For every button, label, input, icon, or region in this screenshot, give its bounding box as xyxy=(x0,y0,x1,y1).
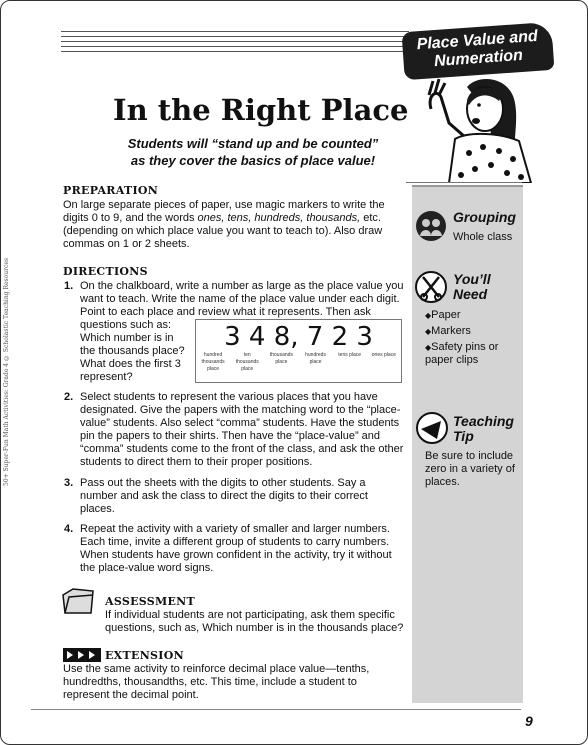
step-2-text: Select students to represent the various places that you have designated. Give the papers with the matching word to the “place-value” students. Also select “comma” students. Have the students pin the papers to their shirts. Then have the “place-value” and “comma” students come to the front of the class, and ask the other students to direct them to their proper positions. xyxy=(80,391,404,468)
step-1-text-a: On the chalkboard, write a number as large as the place value you want to teach. Write the name of the place value under each digit. Point to each place and review what it represents. Then ask xyxy=(80,280,404,318)
place-label: hundreds place xyxy=(305,352,326,365)
supply-item: ◆ Safety pins or paper clips xyxy=(425,341,519,367)
teaching-tip-heading-1: Teaching xyxy=(453,413,514,429)
extension-text: Use the same activity to reinforce decimal place value—tenths, hundredths, thousandths, etc. This time, include a student to represent the decimal point. xyxy=(63,663,370,701)
tab-line-1: Place Value and xyxy=(416,27,539,54)
header-rules xyxy=(61,31,409,61)
subtitle xyxy=(101,135,405,169)
step-2-number: 2. xyxy=(64,391,74,403)
page-title: In the Right Place xyxy=(113,93,409,127)
supply-item: ◆ Markers xyxy=(425,325,519,338)
sidebar-rule xyxy=(406,182,522,183)
teaching-tip-text: Be sure to include zero in a variety of places. xyxy=(425,450,515,488)
step-3-text: Pass out the sheets with the digits to other students. Say a number and ask the class to direct the digits to their correct places. xyxy=(80,477,368,515)
preparation-text-b: etc. (depending on which place value you want to teach to). Also draw commas on 1 or 2 sheets. xyxy=(63,212,383,250)
subtitle-line-1: Students will “stand up and be counted” xyxy=(127,136,379,151)
you-need-heading-1: You’ll xyxy=(453,271,491,287)
scissors-icon xyxy=(415,269,447,305)
you-need-heading xyxy=(453,272,491,302)
place-label: ten thousands place xyxy=(235,352,259,372)
group-icon xyxy=(415,210,447,242)
step-4-text: Repeat the activity with a variety of smaller and larger numbers. Each time, invite a different group of students to carry numbers. When students have grown confident in the activity, try it without the place-value word signs. xyxy=(80,523,392,574)
place-label: tens place xyxy=(338,352,362,358)
subtitle-line-2: as they cover the basics of place value! xyxy=(130,153,376,168)
footer-rule xyxy=(31,709,521,710)
directions-heading: DIRECTIONS xyxy=(63,265,148,278)
preparation-text-em: ones, tens, hundreds, thousands, xyxy=(197,212,361,224)
assessment-text: If individual students are not participating, ask them specific questions, such as, Which number is in the thousands place? xyxy=(105,609,404,634)
extension-heading: EXTENSION xyxy=(105,649,184,662)
example-place-labels xyxy=(196,352,401,373)
supplies-list xyxy=(425,309,519,367)
you-need-heading-2: Need xyxy=(453,286,488,302)
teaching-tip-icon xyxy=(415,411,449,445)
assessment-heading: ASSESSMENT xyxy=(105,595,196,608)
copyright-side-note: 50+ Super-Fun Math Activities: Grade 4 © Scholastic Teaching Resources xyxy=(3,258,10,486)
step-1-number: 1. xyxy=(64,280,74,292)
step-3-number: 3. xyxy=(64,477,74,489)
girl-illustration xyxy=(419,75,534,183)
preparation-heading: PREPARATION xyxy=(63,184,159,197)
example-digits: 3 4 8, 7 2 3 xyxy=(224,322,373,352)
place-label: hundred thousands place xyxy=(201,352,225,372)
arrows-icon xyxy=(63,648,101,662)
teaching-tip-heading xyxy=(453,414,514,444)
supply-item: ◆ Paper xyxy=(425,309,519,322)
tab-line-2: Numeration xyxy=(433,46,524,71)
folder-icon xyxy=(61,587,95,615)
grouping-heading: Grouping xyxy=(453,209,516,225)
section-tab xyxy=(402,22,555,80)
preparation-text xyxy=(63,199,403,251)
grouping-text: Whole class xyxy=(453,231,513,243)
place-value-example-box xyxy=(195,319,402,383)
teaching-tip-heading-2: Tip xyxy=(453,428,474,444)
page-number: 9 xyxy=(525,713,533,729)
step-1-text-b: questions such as: Which number is in the thousands place? What does the first 3 represent? xyxy=(80,319,185,383)
place-label: thousands place xyxy=(269,352,293,365)
step-4-number: 4. xyxy=(64,523,74,535)
preparation-text-a: On large separate pieces of paper, use magic markers to write the digits 0 to 9, and the words xyxy=(63,199,385,224)
place-label: ones place xyxy=(371,352,396,358)
